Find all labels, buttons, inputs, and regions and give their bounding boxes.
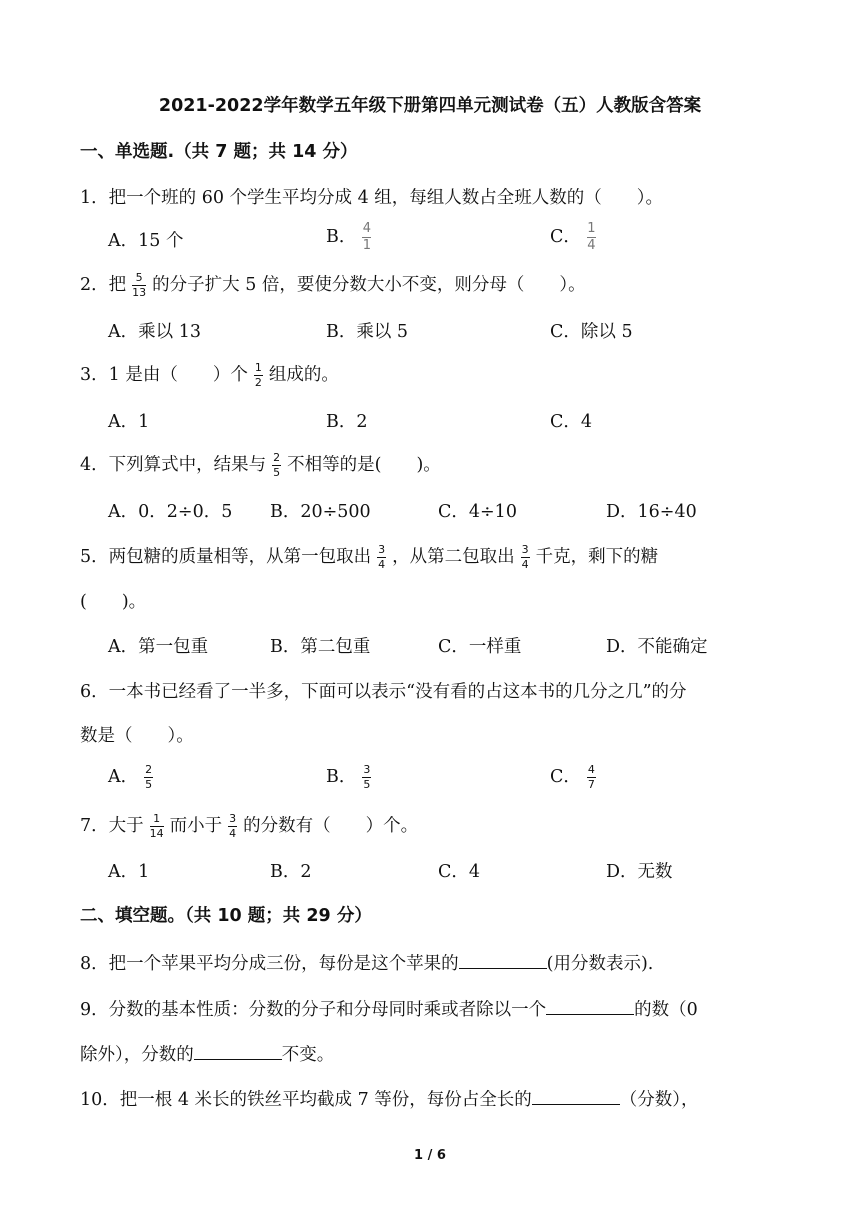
question-4-option-d[interactable]: D．16÷40 bbox=[606, 502, 697, 522]
numerator: 4 bbox=[362, 221, 372, 236]
question-7-text: 的分数有（ ）个。 bbox=[243, 816, 419, 836]
question-3-text: 组成的。 bbox=[268, 365, 339, 385]
question-4 bbox=[80, 452, 441, 479]
question-7-option-c[interactable]: C．4 bbox=[438, 862, 481, 882]
question-3-text: 3．1 是由（ ）个 bbox=[80, 365, 248, 385]
numerator: 4 bbox=[587, 763, 595, 776]
fraction bbox=[377, 544, 386, 571]
question-3-option-a[interactable]: A．1 bbox=[108, 412, 150, 432]
fraction bbox=[132, 272, 146, 299]
question-8-text: 8．把一个苹果平均分成三份，每份是这个苹果的 bbox=[80, 954, 459, 974]
numerator: 5 bbox=[135, 271, 143, 284]
question-4-option-a[interactable]: A．0．2÷0．5 bbox=[108, 502, 233, 522]
question-5-text: ，从第二包取出 bbox=[392, 547, 515, 567]
page-number: 1 / 6 bbox=[414, 1148, 446, 1163]
question-1-option-a[interactable]: A．15 个 bbox=[108, 231, 184, 251]
fraction bbox=[362, 764, 371, 791]
denominator: 13 bbox=[132, 286, 147, 299]
numerator: 1 bbox=[254, 361, 262, 374]
question-5-option-a[interactable]: A．第一包重 bbox=[108, 637, 209, 657]
denominator: 5 bbox=[273, 466, 281, 479]
question-9-text: 除外），分数的 bbox=[80, 1045, 194, 1065]
fraction bbox=[587, 764, 596, 791]
question-1 bbox=[80, 186, 663, 210]
denominator: 4 bbox=[229, 827, 237, 840]
fraction bbox=[144, 764, 153, 791]
question-5-option-b[interactable]: B．第二包重 bbox=[270, 637, 371, 657]
numerator: 1 bbox=[153, 812, 161, 825]
denominator: 4 bbox=[378, 558, 386, 571]
question-6: 6．一本书已经看了一半多，下面可以表示“没有看的占这本书的几分之几”的分 bbox=[80, 682, 687, 702]
question-9-text: 的数（0 bbox=[634, 1000, 698, 1020]
numerator: 2 bbox=[145, 763, 153, 776]
question-10-text: 10．把一根 4 米长的铁丝平均截成 7 等份，每份占全长的 bbox=[80, 1090, 532, 1110]
numerator: 3 bbox=[363, 763, 371, 776]
question-1-option-c[interactable] bbox=[550, 222, 602, 253]
question-6-option-b[interactable] bbox=[326, 764, 377, 791]
answer-blank[interactable] bbox=[194, 1041, 282, 1060]
fraction bbox=[150, 813, 164, 840]
denominator: 7 bbox=[587, 778, 595, 791]
question-1-option-b[interactable] bbox=[326, 222, 377, 253]
fraction bbox=[254, 362, 263, 389]
fraction bbox=[228, 813, 237, 840]
fraction bbox=[272, 452, 281, 479]
answer-blank[interactable] bbox=[532, 1086, 620, 1105]
question-7 bbox=[80, 813, 418, 840]
question-7-option-b[interactable]: B．2 bbox=[270, 862, 312, 882]
option-label: B． bbox=[326, 227, 357, 247]
fraction bbox=[521, 544, 530, 571]
question-10 bbox=[80, 1086, 699, 1112]
question-3 bbox=[80, 362, 339, 389]
numerator: 3 bbox=[521, 543, 529, 556]
question-10-text: （分数）， bbox=[619, 1090, 699, 1110]
question-2-text: 2．把 bbox=[80, 275, 127, 295]
question-2 bbox=[80, 272, 586, 299]
numerator: 3 bbox=[378, 543, 386, 556]
section-heading-multiple-choice: 一、单选题.（共 7 题；共 14 分） bbox=[80, 142, 358, 162]
question-4-text: 不相等的是( )。 bbox=[287, 455, 441, 475]
fraction bbox=[362, 222, 371, 253]
question-5-option-d[interactable]: D．不能确定 bbox=[606, 637, 708, 657]
question-4-option-c[interactable]: C．4÷10 bbox=[438, 502, 517, 522]
question-3-option-b[interactable]: B．2 bbox=[326, 412, 368, 432]
question-4-text: 4．下列算式中，结果与 bbox=[80, 455, 267, 475]
denominator: 5 bbox=[363, 778, 371, 791]
question-6-line-2: 数是（ ）。 bbox=[80, 726, 194, 746]
question-4-option-b[interactable]: B．20÷500 bbox=[270, 502, 371, 522]
question-9-text: 不变。 bbox=[281, 1045, 335, 1065]
question-7-text: 而小于 bbox=[169, 816, 223, 836]
question-8-text: (用分数表示). bbox=[546, 954, 654, 974]
question-5-text: 千克，剩下的糖 bbox=[535, 547, 659, 567]
question-7-option-a[interactable]: A．1 bbox=[108, 862, 150, 882]
question-5 bbox=[80, 544, 658, 571]
denominator: 2 bbox=[254, 376, 262, 389]
question-9-text: 9．分数的基本性质：分数的分子和分母同时乘或者除以一个 bbox=[80, 1000, 547, 1020]
question-6-option-c[interactable] bbox=[550, 764, 602, 791]
question-3-option-c[interactable]: C．4 bbox=[550, 412, 593, 432]
answer-blank[interactable] bbox=[459, 950, 547, 969]
question-2-option-a[interactable]: A．乘以 13 bbox=[108, 322, 201, 342]
question-9 bbox=[80, 996, 698, 1022]
option-label: C． bbox=[550, 227, 581, 247]
question-7-text: 7．大于 bbox=[80, 816, 144, 836]
option-label: B． bbox=[326, 767, 357, 787]
denominator: 14 bbox=[149, 827, 164, 840]
option-label: A． bbox=[108, 767, 139, 787]
denominator: 5 bbox=[145, 778, 153, 791]
answer-blank[interactable] bbox=[546, 996, 634, 1015]
numerator: 1 bbox=[587, 221, 596, 236]
denominator: 1 bbox=[362, 238, 372, 253]
question-7-option-d[interactable]: D．无数 bbox=[606, 862, 673, 882]
question-5-option-c[interactable]: C．一样重 bbox=[438, 637, 522, 657]
denominator: 4 bbox=[521, 558, 529, 571]
question-2-option-c[interactable]: C．除以 5 bbox=[550, 322, 633, 342]
question-2-text: 的分子扩大 5 倍，要使分数大小不变，则分母（ ）。 bbox=[152, 275, 586, 295]
section-heading-fill-in: 二、填空题。（共 10 题；共 29 分） bbox=[80, 906, 372, 926]
fraction bbox=[587, 222, 596, 253]
document-title: 2021-2022学年数学五年级下册第四单元测试卷（五）人教版含答案 bbox=[158, 96, 702, 116]
question-2-option-b[interactable]: B．乘以 5 bbox=[326, 322, 409, 342]
question-9-line-2 bbox=[80, 1041, 334, 1067]
numerator: 3 bbox=[229, 812, 237, 825]
option-label: C． bbox=[550, 767, 581, 787]
denominator: 4 bbox=[587, 238, 596, 253]
question-6-option-a[interactable] bbox=[108, 764, 159, 791]
question-8 bbox=[80, 950, 653, 976]
question-5-line-2: ( )。 bbox=[80, 592, 147, 612]
numerator: 2 bbox=[273, 451, 281, 464]
question-5-text: 5．两包糖的质量相等，从第一包取出 bbox=[80, 547, 372, 567]
question-1-text: 1．把一个班的 60 个学生平均分成 4 组，每组人数占全班人数的（ ）。 bbox=[80, 188, 664, 208]
